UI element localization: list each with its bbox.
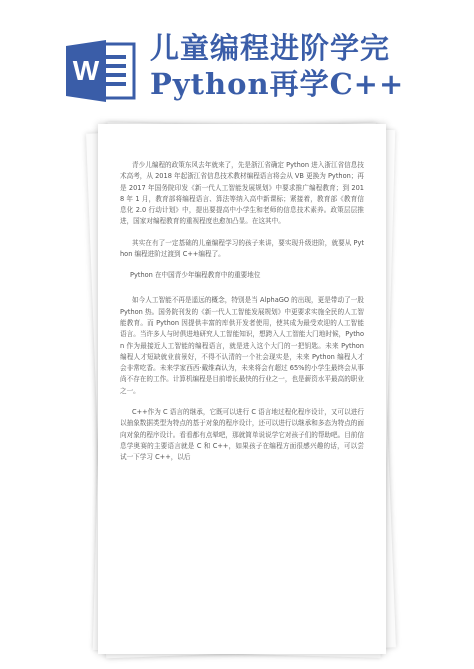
word-document-icon bbox=[66, 38, 138, 104]
paragraph-advance: 其实在有了一定基础的儿童编程学习的孩子来讲，要实现升级进阶，就要从 Python 编程进阶过渡到 C++编程了。 bbox=[120, 238, 364, 259]
paragraph-policy: 青少儿编程的政策东风去年就来了，先是浙江省确定 Python 进入浙江省信息技术高考，从 2018 年起浙江省信息技术教材编程语言将会从 VB 更换为 Python；再是 2017 年国务院印发《新一代人工智能发展规划》中要求推广编程教育；到 2018 年 1 月，教育部将编程语言、算法等纳入高中新课标；紧接着，教育部《教育信息化 2.0 行动计划》中，提出要提高中小学生和老师的信息技术素养。政策层层推进，国家对编程教育的重视程度也愈加凸显。在这其中。 bbox=[120, 161, 364, 226]
page-title bbox=[150, 30, 470, 102]
title-banner bbox=[0, 0, 474, 108]
section-heading: Python 在中国青少年编程教育中的重要地位 bbox=[130, 271, 261, 280]
title-line-1: 儿童编程进阶学完 bbox=[150, 31, 391, 65]
paragraph-cpp: C++作为 C 语言的继承，它既可以进行 C 语言地过程化程序设计，又可以进行以抽象数据类型为特点的基于对象的程序设计，还可以进行以继承和多态为特点的面向对象的程序设计。看看都有点晕吧，那就简单说说学它对孩子们的帮助吧。目前信息学奥赛的主要语言就是 C 和 C++，如果孩子在编程方面很感兴趣的话，可以尝试一下学习 C++，以后 bbox=[120, 408, 364, 462]
document-page bbox=[98, 124, 386, 654]
document-preview bbox=[0, 118, 474, 669]
svg-text:W: W bbox=[72, 55, 100, 86]
paragraph-python: 如今人工智能不再是遥远的概念，特别是当 AlphaGO 的出现，更是带动了一股 Python 热。国务院刊发的《新一代人工智能发展规划》中更要求实施全民的人工智能教育。而 Python 因提供丰富的库供开发者使用，使其成为最受欢迎的人工智能语言。当许多人与时俱进地研究人工智能知识，想跨入人工智能大门地时候，Python 作为最接近人工智能的编程语言，就是进入这个大门的一把钥匙。未来 Python 编程人才短缺就业前景好，不得不认清的一个社会现实是，未来 Python 编程人才会非常吃香。未来学家西西·戴维森认为，未来将会有超过 65%的小学生最终会从事尚不存在的工作。计算机编程是目前增长最快的行业之一，也是薪资水平最高的职业之一。 bbox=[120, 296, 364, 395]
title-line-2: Python再学C++ bbox=[150, 67, 405, 101]
